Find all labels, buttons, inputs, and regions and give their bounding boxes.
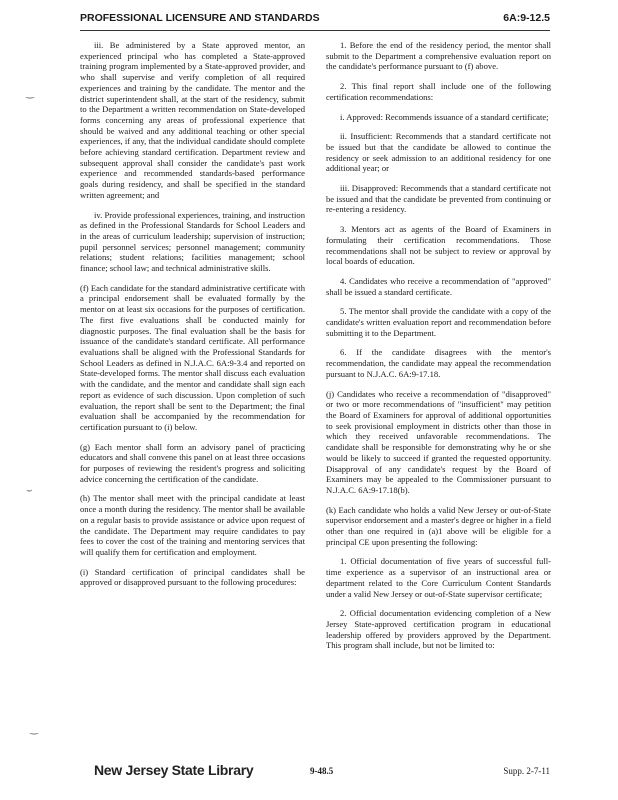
- scan-mark-icon: ‿: [26, 88, 35, 99]
- paragraph-iii: iii. Be administered by a State approved mentor, an experienced principal who has completed a State-approved training program implemented by a State-approved provider, and who shall supervise and verify completion of all required experiences and training by the candidate. The mentor and the district superintendent shall, at the start of the residency, submit to the Department a written recommendation on State-developed forms concerning any areas of professional experience that should be waived and any additional teaching or other special experiences, if any, that the individual candidate should complete before achieving standard certification. Department review and subsequent approval shall consider the candidate's past work experience and recommended standards-based performance goals during residency, and shall be specified in the standard written agreement; and: [80, 40, 305, 200]
- scan-mark-icon: ‿: [30, 724, 39, 735]
- header-rule: [80, 30, 550, 31]
- paragraph-j: (j) Candidates who receive a recommendation of "disapproved" or two or more recommendations of "insufficient" may petition the Board of Examiners for approval of additional opportunities to seek provisional employment in districts other than those in which they received unfavorable recommendations. The candidate shall be responsible for demonstrating why he or she would be likely to succeed if granted the requested opportunity. Disapproval of any candidate's request by the Board of Examiners may be appealed to the Commissioner pursuant to N.J.A.C. 6A:9-17.18(b).: [326, 388, 551, 495]
- paragraph-h: (h) The mentor shall meet with the principal candidate at least once a month during the residency. The mentor shall be available on a regular basis to provide assistance or advice upon request of the candidate. The Department may require candidates to pay fees to cover the cost of the training and mentoring services that will qualify them for certification and employment.: [80, 493, 305, 557]
- paragraph-2-i: i. Approved: Recommends issuance of a standard certificate;: [340, 111, 549, 122]
- paragraph-k-2: 2. Official documentation evidencing completion of a New Jersey State-approved certification program in educational leadership offered by providers approved by the Department. This program shall include, but not be limited to:: [326, 608, 551, 651]
- page-footer: [80, 762, 550, 782]
- paragraph-4: 4. Candidates who receive a recommendation of "approved" shall be issued a standard certificate.: [326, 275, 551, 297]
- paragraph-i: (i) Standard certification of principal candidates shall be approved or disapproved pursuant to the following procedures:: [80, 566, 305, 588]
- paragraph-k-1: 1. Official documentation of five years of successful full-time experience as a supervisor of an instructional area or department related to the Core Curriculum Content Standards under a valid New Jersey or out-of-State supervisor certificate;: [326, 556, 551, 599]
- paragraph-2: 2. This final report shall include one of the following certification recommendations:: [326, 81, 551, 102]
- header-title: PROFESSIONAL LICENSURE AND STANDARDS: [80, 12, 320, 24]
- paragraph-iv: iv. Provide professional experiences, training, and instruction as defined in the Professional Standards for School Leaders and in the areas of curriculum leadership; supervision of instruction; pupil personnel services; personnel management; community relations; student relations; facilities management; school finance; school law; and technical administrative skills.: [80, 209, 305, 274]
- right-column: [326, 40, 551, 660]
- scan-mark-icon: ⌣: [26, 485, 33, 496]
- paragraph-2-iii: iii. Disapproved: Recommends that a standard certificate not be issued and that the candidate be prevented from continuing or re-entering a residency.: [326, 183, 551, 215]
- paragraph-6: 6. If the candidate disagrees with the mentor's recommendation, the candidate may appeal the recommendation pursuant to N.J.A.C. 6A:9-17.18.: [326, 347, 551, 379]
- paragraph-2-ii: ii. Insufficient: Recommends that a standard certificate not be issued but that the candidate be allowed to continue the residency or seek admission to an additional residency for one additional year; or: [326, 131, 551, 174]
- paragraph-5: 5. The mentor shall provide the candidate with a copy of the candidate's written evaluation report and recommendation before submitting it to the Department.: [326, 306, 551, 338]
- supplement-date: Supp. 2-7-11: [503, 766, 550, 776]
- running-header: [80, 12, 550, 28]
- paragraph-k: (k) Each candidate who holds a valid New Jersey or out-of-State supervisor endorsement and a master's degree or higher in a field other than one required in (a)1 above will be eligible for a principal CE upon presenting the following:: [326, 504, 551, 547]
- paragraph-3: 3. Mentors act as agents of the Board of Examiners in formulating their certification recommendations. Those recommendations shall not be subject to review or approval by local boards of education.: [326, 224, 551, 267]
- library-logo: New Jersey State Library: [94, 762, 254, 778]
- paragraph-f: (f) Each candidate for the standard administrative certificate with a principal endorsement shall be evaluated formally by the mentor on at least six occasions for the purposes of certification. The first five evaluations shall be conducted mainly for diagnostic purposes. The final evaluation shall be the basis for issuance of the candidate's standard certificate. All performance evaluations shall be aligned with the Professional Standards for School Leaders as defined in N.J.A.C. 6A:9-3.4 and reported on State-developed forms. The mentor shall discuss each evaluation with the candidate, and the mentor and candidate shall sign each report as evidence of such discussion. Upon completion of such evaluation, the report shall be sent to the Department; the final evaluation shall be accompanied by the recommendation for certification pursuant to (i) below.: [80, 282, 305, 432]
- page-number: 9-48.5: [310, 766, 334, 776]
- header-section: 6A:9-12.5: [503, 12, 550, 24]
- left-column: [80, 40, 305, 597]
- paragraph-g: (g) Each mentor shall form an advisory panel of practicing educators and shall convene this panel on at least three occasions for purposes of reviewing the resident's progress and soliciting advice concerning the certification of the candidate.: [80, 441, 305, 484]
- paragraph-1: 1. Before the end of the residency period, the mentor shall submit to the Department a comprehensive evaluation report on the candidate's performance pursuant to (f) above.: [326, 40, 551, 72]
